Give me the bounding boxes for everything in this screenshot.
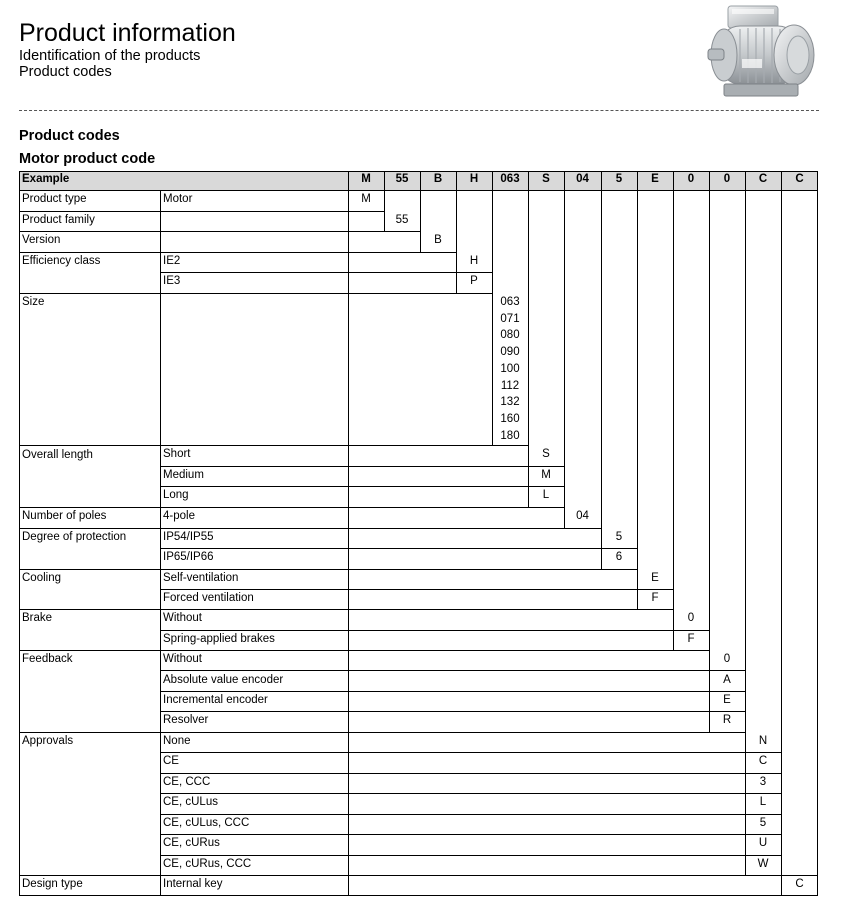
code-value: L xyxy=(759,796,767,808)
group-label-approvals: Approvals xyxy=(22,735,74,747)
example-code-cell: E xyxy=(651,173,659,185)
group-label-version: Version xyxy=(22,234,61,246)
example-code-cell: C xyxy=(758,173,768,185)
code-value: C xyxy=(758,755,768,767)
code-value: 6 xyxy=(615,551,623,563)
code-value: S xyxy=(542,448,550,460)
group-label-size: Size xyxy=(22,296,45,308)
group-label-feedback: Feedback xyxy=(22,653,73,665)
group-label-cooling: Cooling xyxy=(22,572,61,584)
code-value: N xyxy=(758,735,768,747)
example-code-cell: B xyxy=(433,173,443,185)
option-label: IE2 xyxy=(163,255,181,267)
option-label: Spring-applied brakes xyxy=(163,633,275,645)
option-label: None xyxy=(163,735,191,747)
group-label-design-type: Design type xyxy=(22,878,83,890)
option-label: IE3 xyxy=(163,275,181,287)
option-label: IP54/IP55 xyxy=(163,531,214,543)
option-label: Internal key xyxy=(163,878,223,890)
group-label-product-family: Product family xyxy=(22,214,95,226)
code-value: P xyxy=(470,275,478,287)
page-subtitle: Identification of the products xyxy=(19,48,201,64)
option-label: Without xyxy=(163,653,202,665)
code-value: E xyxy=(723,694,731,706)
size-code-list: 063 071 080 090 100 112 132 160 180 xyxy=(500,296,520,442)
section-heading-product-codes: Product codes xyxy=(19,128,120,144)
option-label: Short xyxy=(163,448,191,460)
code-value: 5 xyxy=(615,531,623,543)
code-value: C xyxy=(795,878,804,890)
code-value: F xyxy=(651,592,659,604)
example-code-cell: 04 xyxy=(576,173,589,185)
group-label-number-of-poles: Number of poles xyxy=(22,510,107,522)
code-value: F xyxy=(687,633,695,645)
group-label-degree-of-protection: Degree of protection xyxy=(22,531,127,543)
section-heading-motor-product-code: Motor product code xyxy=(19,151,156,167)
code-value: A xyxy=(723,674,731,686)
option-label: CE, cURus, CCC xyxy=(163,858,252,870)
code-value: B xyxy=(434,234,442,246)
code-value: R xyxy=(722,714,732,726)
group-label-product-type: Product type xyxy=(22,193,87,205)
group-label-brake: Brake xyxy=(22,612,53,624)
code-value: H xyxy=(469,255,479,267)
group-label-efficiency-class: Efficiency class xyxy=(22,255,101,267)
option-label: CE xyxy=(163,755,179,767)
option-label: CE, cURus xyxy=(163,837,220,849)
option-label: CE, cULus xyxy=(163,796,218,808)
example-code-cell: M xyxy=(361,173,371,185)
example-code-cell: H xyxy=(469,173,479,185)
option-label: Motor xyxy=(163,193,193,205)
page-subtitle-2: Product codes xyxy=(19,64,112,80)
example-code-cell: 063 xyxy=(500,173,520,185)
example-code-cell: 0 xyxy=(723,173,731,185)
code-value: W xyxy=(757,858,769,870)
example-code-cell: C xyxy=(795,173,804,185)
option-label: Long xyxy=(163,489,189,501)
example-code-cell: 55 xyxy=(395,173,409,185)
code-value: M xyxy=(361,193,371,205)
example-code-cell: S xyxy=(542,173,550,185)
code-value: 5 xyxy=(759,817,767,829)
option-label: IP65/IP66 xyxy=(163,551,214,563)
code-value: 0 xyxy=(723,653,731,665)
option-label: Self-ventilation xyxy=(163,572,239,584)
code-value: M xyxy=(541,469,551,481)
code-value: U xyxy=(758,837,768,849)
option-label: Resolver xyxy=(163,714,209,726)
code-value: 04 xyxy=(576,510,589,522)
table-header-example: Example xyxy=(22,173,70,185)
code-value: 55 xyxy=(395,214,409,226)
example-code-cell: 0 xyxy=(687,173,695,185)
example-code-cell: 5 xyxy=(615,173,623,185)
code-value: 3 xyxy=(759,776,767,788)
option-label: CE, cULus, CCC xyxy=(163,817,250,829)
option-label: CE, CCC xyxy=(163,776,211,788)
code-value: 0 xyxy=(687,612,695,624)
code-value: E xyxy=(651,572,659,584)
option-label: Without xyxy=(163,612,202,624)
page-title: Product information xyxy=(19,19,236,47)
group-label-overall-length: Overall length xyxy=(22,449,93,461)
option-label: Forced ventilation xyxy=(163,592,254,604)
code-value: L xyxy=(542,489,550,501)
option-label: Incremental encoder xyxy=(163,694,268,706)
option-label: Medium xyxy=(163,469,204,481)
option-label: 4-pole xyxy=(163,510,195,522)
option-label: Absolute value encoder xyxy=(163,674,284,686)
